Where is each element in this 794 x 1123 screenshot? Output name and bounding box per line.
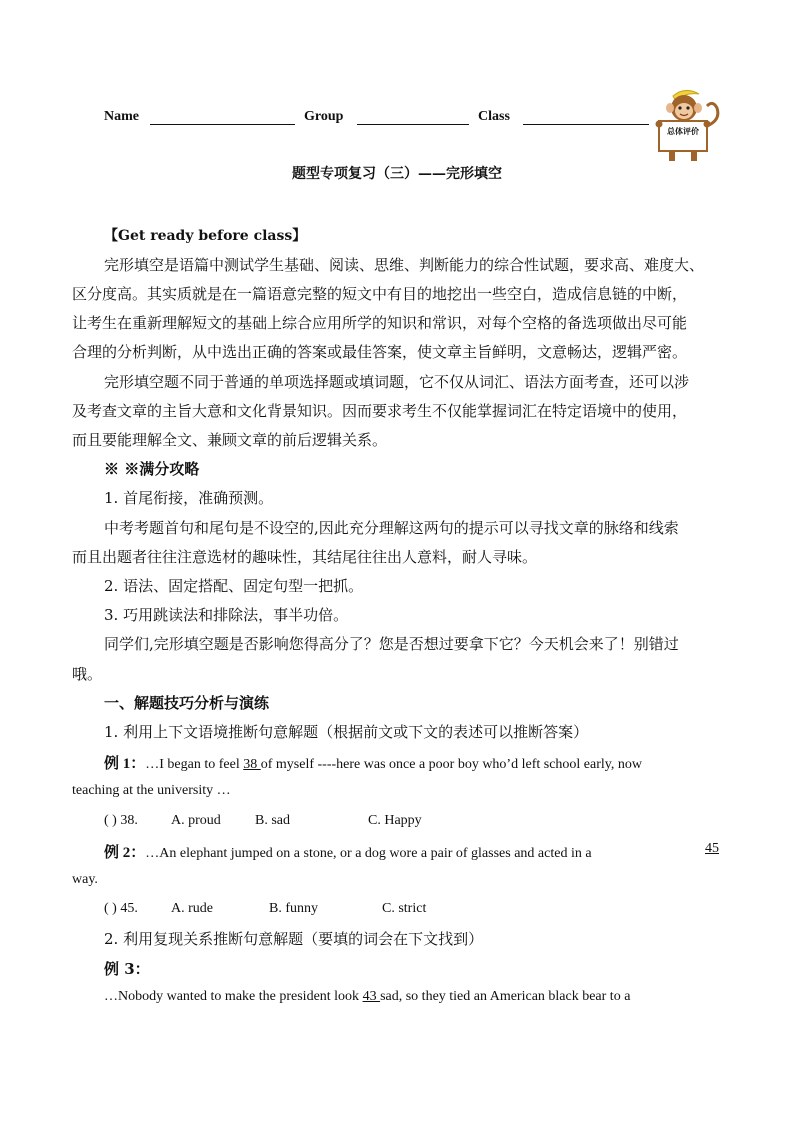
class-label: Class bbox=[478, 109, 510, 124]
example-label: 例 2： bbox=[104, 845, 146, 861]
intro-line: 而且要能理解全文、兼顾文章的前后逻辑关系。 bbox=[72, 431, 388, 449]
tip-2: 2. 利用复现关系推断句意解题（要填的词会在下文找到） bbox=[104, 930, 484, 948]
example-text: of myself ----here was once a poor boy who’d left school early, now bbox=[260, 757, 642, 772]
intro-line: 完形填空题不同于普通的单项选择题或填词题，它不仅从词汇、语法方面考查，还可以涉 bbox=[104, 373, 690, 391]
example-text: way. bbox=[72, 872, 98, 887]
example-text: …Nobody wanted to make the president look bbox=[104, 989, 363, 1004]
example-label: 例 1： bbox=[104, 756, 146, 772]
name-label: Name bbox=[104, 109, 139, 124]
strategy-line: 3. 巧用跳读法和排除法，事半功倍。 bbox=[104, 606, 349, 624]
example-text: sad, so they tied an American black bear to a bbox=[380, 989, 631, 1004]
option-c[interactable]: C. strict bbox=[382, 901, 427, 916]
example-text: …I began to feel bbox=[145, 757, 244, 772]
name-blank[interactable] bbox=[150, 124, 295, 125]
answer-blank[interactable]: 38 bbox=[243, 757, 261, 772]
answer-bracket[interactable]: ( ) 45. bbox=[104, 901, 138, 916]
strategy-line: 2. 语法、固定搭配、固定句型一把抓。 bbox=[104, 577, 364, 595]
option-a[interactable]: A. proud bbox=[171, 813, 221, 828]
page-title: 题型专项复习（三）——完形填空 bbox=[292, 166, 502, 182]
option-c[interactable]: C. Happy bbox=[368, 813, 422, 828]
example-1 bbox=[104, 752, 642, 773]
option-b[interactable]: B. sad bbox=[255, 813, 290, 828]
group-blank[interactable] bbox=[357, 124, 469, 125]
monkey-mascot-icon bbox=[651, 86, 723, 166]
strategy-line: 而且出题者往往注意选材的趣味性，其结尾往往出人意料，耐人寻味。 bbox=[72, 548, 538, 566]
strategy-line: 1. 首尾衔接，准确预测。 bbox=[104, 489, 274, 507]
example-2 bbox=[104, 841, 592, 862]
section-ready-heading: 【Get ready before class】 bbox=[104, 228, 307, 244]
strategy-heading: ※ ※满分攻略 bbox=[104, 460, 200, 478]
answer-blank[interactable]: 45 bbox=[705, 841, 719, 856]
strategy-line: 中考考题首句和尾句是不设空的,因此充分理解这两句的提示可以寻找文章的脉络和线索 bbox=[104, 519, 679, 537]
option-a[interactable]: A. rude bbox=[171, 901, 213, 916]
answer-row bbox=[104, 813, 138, 829]
intro-line: 完形填空是语篇中测试学生基础、阅读、思维、判断能力的综合性试题，要求高、难度大、 bbox=[104, 256, 705, 274]
class-blank[interactable] bbox=[523, 124, 649, 125]
answer-bracket[interactable]: ( ) 38. bbox=[104, 813, 138, 828]
intro-line: 合理的分析判断，从中选出正确的答案或最佳答案，使文章主旨鲜明，文意畅达，逻辑严密。 bbox=[72, 343, 688, 361]
intro-line: 区分度高。其实质就是在一篇语意完整的短文中有目的地挖出一些空白，造成信息链的中断， bbox=[72, 285, 688, 303]
example-label: 例 3： bbox=[104, 960, 150, 978]
option-b[interactable]: B. funny bbox=[269, 901, 318, 916]
strategy-line: 同学们,完形填空题是否影响您得高分了？您是否想过要拿下它？今天机会来了！别错过 bbox=[104, 635, 679, 653]
intro-line: 及考查文章的主旨大意和文化背景知识。因而要求考生不仅能掌握词汇在特定语境中的使用， bbox=[72, 402, 688, 420]
answer-blank[interactable]: 43 bbox=[362, 989, 381, 1004]
group-label: Group bbox=[304, 109, 344, 124]
evaluation-badge-text: 总体评价 bbox=[667, 127, 699, 136]
strategy-line: 哦。 bbox=[72, 665, 103, 683]
part1-heading: 一、解题技巧分析与演练 bbox=[104, 694, 270, 712]
example-3 bbox=[104, 989, 630, 1005]
example-text: …An elephant jumped on a stone, or a dog wore a pair of glasses and acted in a bbox=[145, 846, 592, 861]
tip-1: 1. 利用上下文语境推断句意解题（根据前文或下文的表述可以推断答案） bbox=[104, 723, 589, 741]
intro-line: 让考生在重新理解短文的基础上综合应用所学的知识和常识，对每个空格的备选项做出尽可能 bbox=[72, 314, 688, 332]
example-text: teaching at the university … bbox=[72, 783, 231, 798]
